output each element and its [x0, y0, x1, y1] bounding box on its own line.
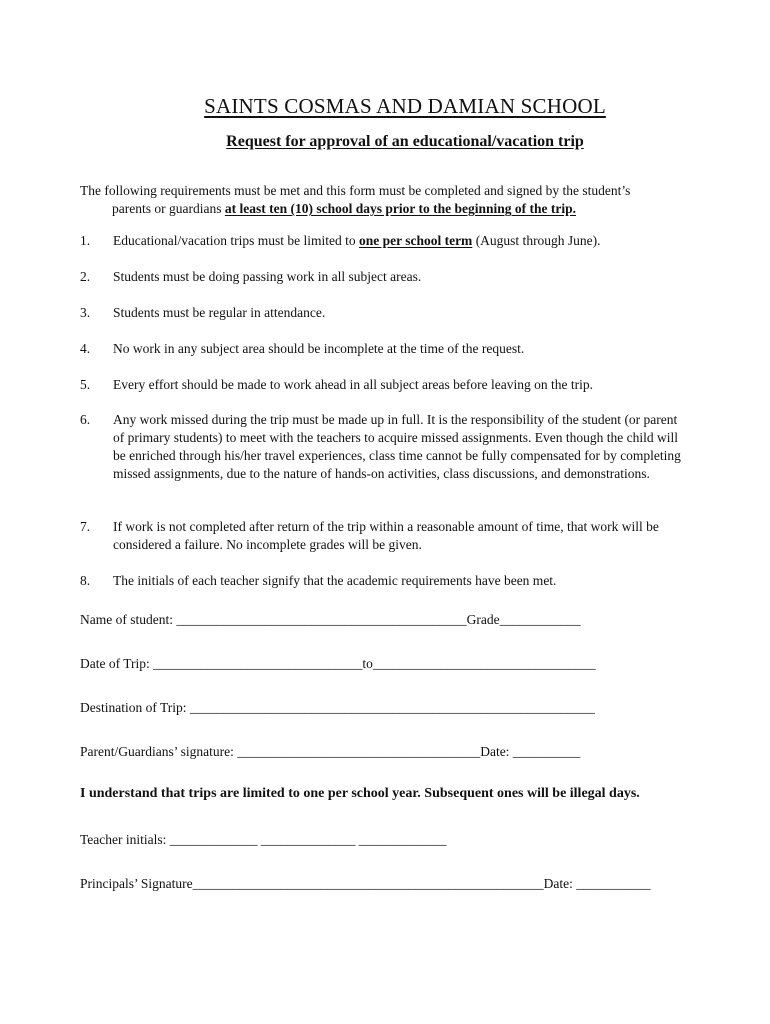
requirement-text: No work in any subject area should be incomplete at the time of the request. [113, 341, 525, 356]
requirement-text: Students must be regular in attendance. [113, 305, 326, 320]
requirement-2 [80, 268, 700, 286]
intro-paragraph [80, 182, 680, 218]
requirement-number: 3. [80, 305, 91, 320]
requirement-1-emphasis: one per school term [358, 233, 473, 248]
requirement-text: The initials of each teacher signify that the academic requirements have been met. [113, 573, 557, 588]
requirement-text: Any work missed during the trip must be made up in full. It is the responsibility of the student (or parent of primary students) to meet with the teachers to acquire missed assignments. Even though the child will be enriched through his/her travel experiences, class time cannot be fully compensated for by completing missed assignments, due to the nature of hands-on activities, class discussions, and demonstrations. [113, 412, 681, 481]
requirement-1-before: Educational/vacation trips must be limited to [113, 233, 359, 248]
requirement-text [113, 232, 688, 250]
destination-field[interactable]: Destination of Trip: ____________________________________________________________ [80, 700, 595, 715]
requirement-text: Students must be doing passing work in all subject areas. [113, 269, 422, 284]
intro-text-line1: The following requirements must be met and this form must be completed and signed by the student’s [80, 183, 631, 198]
requirement-number: 4. [80, 341, 91, 356]
requirement-text: If work is not completed after return of the trip within a reasonable amount of time, that work will be considered a failure. No incomplete grades will be given. [113, 519, 659, 552]
teacher-initials-field[interactable]: Teacher initials: _____________ ______________ _____________ [80, 832, 447, 847]
requirement-5 [80, 376, 700, 394]
intro-text-line2: parents or guardians [112, 201, 225, 216]
requirement-text: Every effort should be made to work ahead in all subject areas before leaving on the trip. [113, 377, 593, 392]
acknowledgement-statement: I understand that trips are limited to one per school year. Subsequent ones will be illegal days. [80, 786, 640, 801]
form-title: Request for approval of an educational/vacation trip [226, 133, 584, 150]
requirement-1 [80, 232, 700, 250]
intro-emphasis: at least ten (10) school days prior to the beginning of the trip. [224, 201, 576, 216]
requirement-number: 2. [80, 269, 91, 284]
trip-date-field[interactable]: Date of Trip: _______________________________to_________________________________ [80, 656, 596, 671]
requirement-6 [80, 411, 700, 483]
requirement-number: 5. [80, 377, 91, 392]
requirement-number: 7. [80, 519, 91, 534]
principal-signature-field[interactable]: Principals’ Signature____________________________________________________Date: ___________ [80, 876, 651, 891]
intro-line2 [80, 200, 680, 218]
requirement-3 [80, 304, 700, 322]
requirement-number: 1. [80, 233, 91, 248]
requirement-7 [80, 518, 700, 554]
requirement-1-after: (August through June). [472, 233, 601, 248]
parent-signature-field[interactable]: Parent/Guardians’ signature: ____________________________________Date: __________ [80, 744, 581, 759]
requirement-8 [80, 572, 700, 590]
requirement-4 [80, 340, 700, 358]
requirement-number: 8. [80, 573, 91, 588]
requirement-number: 6. [80, 412, 91, 427]
student-name-field[interactable]: Name of student: ___________________________________________Grade____________ [80, 612, 581, 627]
school-name: SAINTS COSMAS AND DAMIAN SCHOOL [204, 94, 606, 118]
